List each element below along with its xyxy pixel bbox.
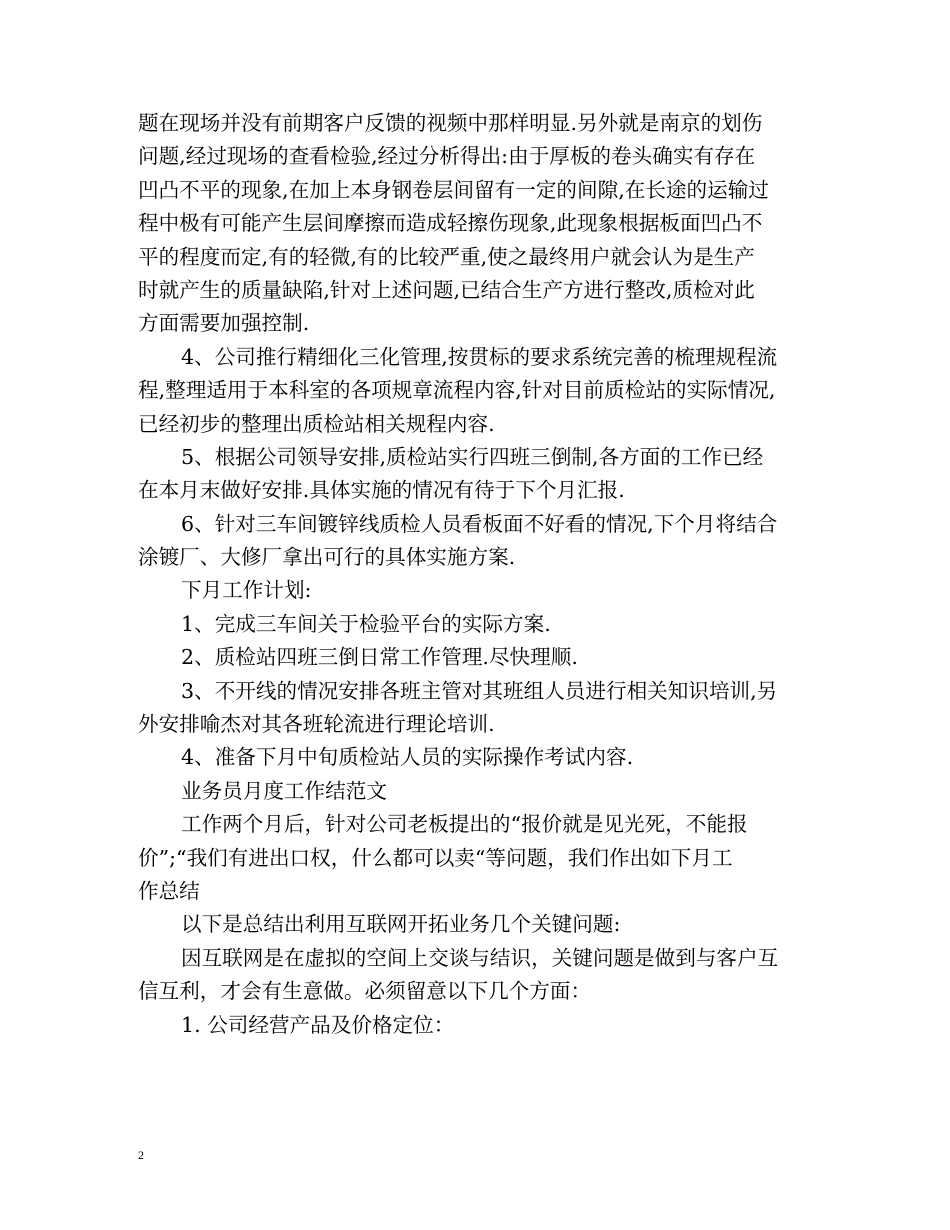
- text-line: 以下是总结出利用互联网开拓业务几个关键问题:: [181, 912, 621, 937]
- text-line: 程中极有可能产生层间摩擦而造成轻擦伤现象,此现象根据板面凹凸不: [138, 211, 763, 236]
- text-line: 1. 公司经营产品及价格定位：: [181, 1012, 455, 1037]
- text-line: 时就产生的质量缺陷,针对上述问题,已结合生产方进行整改,质检对此: [138, 277, 755, 302]
- text-line: 涂镀厂、大修厂拿出可行的具体实施方案.: [138, 545, 516, 570]
- text-line: 2、质检站四班三倒日常工作管理.尽快理顺.: [181, 645, 578, 670]
- text-line: 外安排喻杰对其各班轮流进行理论培训.: [138, 712, 495, 737]
- text-line: 在本月末做好安排.具体实施的情况有待于下个月汇报.: [138, 478, 625, 503]
- text-line: 1、完成三车间关于检验平台的实际方案.: [181, 611, 551, 636]
- text-line: 因互联网是在虚拟的空间上交谈与结识，关键问题是做到与客户互: [181, 945, 779, 970]
- text-line: 5、根据公司领导安排,质检站实行四班三倒制,各方面的工作已经: [181, 444, 764, 469]
- text-line: 信互利，才会有生意做。必须留意以下几个方面：: [138, 979, 592, 1004]
- text-line: 业务员月度工作结范文: [181, 778, 387, 803]
- text-line: 4、准备下月中旬质检站人员的实际操作考试内容.: [181, 745, 634, 770]
- text-line: 凹凸不平的现象,在加上本身钢卷层间留有一定的间隙,在长途的运输过: [138, 177, 769, 202]
- text-line: 4、公司推行精细化三化管理,按贯标的要求系统完善的梳理规程流: [181, 344, 778, 369]
- text-line: 3、不开线的情况安排各班主管对其班组人员进行相关知识培训,另: [181, 678, 778, 703]
- text-line: 题在现场并没有前期客户反馈的视频中那样明显.另外就是南京的划伤: [138, 111, 763, 135]
- text-line: 程,整理适用于本科室的各项规章流程内容,针对目前质检站的实际情况,: [138, 378, 776, 403]
- text-line: 价”;“我们有进出口权，什么都可以卖“等问题，我们作出如下月工: [138, 845, 733, 870]
- text-line: 6、针对三车间镀锌线质检人员看板面不好看的情况,下个月将结合: [181, 511, 778, 536]
- page-number: 2: [138, 1148, 144, 1162]
- text-line: 平的程度而定,有的轻微,有的比较严重,使之最终用户就会认为是生产: [138, 244, 755, 269]
- text-line: 问题,经过现场的查看检验,经过分析得出:由于厚板的卷头确实有存在: [138, 144, 756, 169]
- text-line: 方面需要加强控制.: [138, 311, 310, 336]
- text-line: 作总结: [138, 878, 200, 903]
- text-line: 工作两个月后，针对公司老板提出的“报价就是见光死，不能报: [181, 812, 748, 837]
- document-body: [138, 107, 814, 1042]
- text-line: 已经初步的整理出质检站相关规程内容.: [138, 411, 495, 436]
- text-line: 下月工作计划:: [181, 578, 312, 603]
